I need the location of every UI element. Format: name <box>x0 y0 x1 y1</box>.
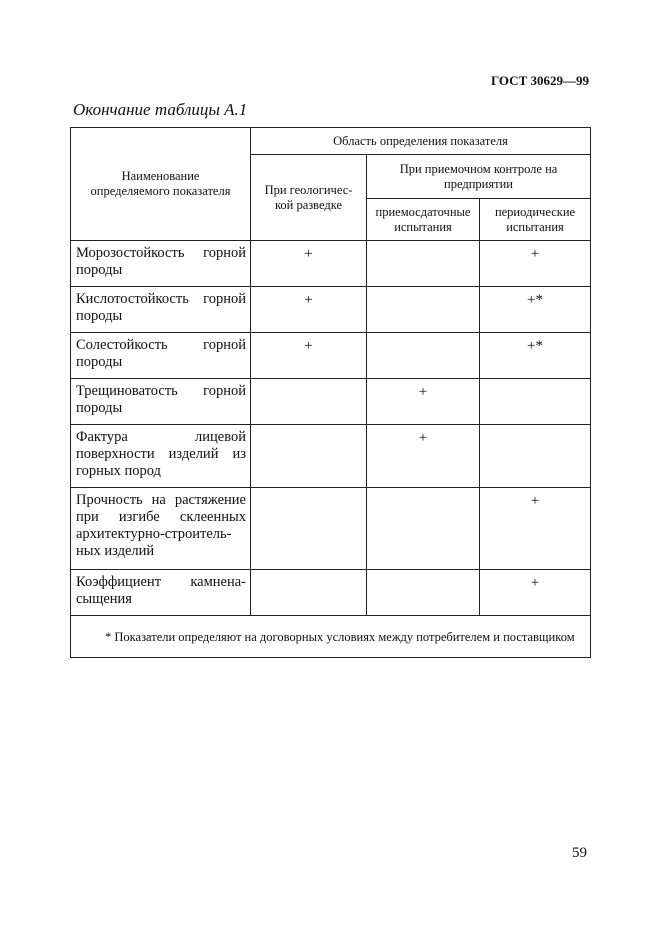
table-row <box>71 488 591 570</box>
row-periodic-mark <box>480 379 591 425</box>
row-geo-mark: + <box>251 333 367 379</box>
row-geo-mark <box>251 379 367 425</box>
row-indicator-name: Прочность на растяжение при изгибе склеенных архитектурно-строитель-ных изделий <box>71 488 251 570</box>
row-acceptance-mark: + <box>367 379 480 425</box>
table-row <box>71 333 591 379</box>
page-number: 59 <box>572 845 587 861</box>
header-scope: Область определения показателя <box>251 128 591 155</box>
row-periodic-mark: +* <box>480 333 591 379</box>
row-indicator-name: Солестойкость горной породы <box>71 333 251 379</box>
row-geo-mark: + <box>251 241 367 287</box>
row-periodic-mark: + <box>480 488 591 570</box>
indicator-table <box>70 127 591 658</box>
table-row <box>71 570 591 616</box>
row-geo-mark <box>251 488 367 570</box>
row-periodic-mark: +* <box>480 287 591 333</box>
row-indicator-name: Коэффициент камнена-сыщения <box>71 570 251 616</box>
row-periodic-mark <box>480 425 591 488</box>
header-acceptance-tests: приемосдаточные испытания <box>367 199 480 241</box>
header-periodic-tests: периодические испытания <box>480 199 591 241</box>
header-geological-survey: При геологичес-кой разведке <box>251 155 367 241</box>
row-geo-mark <box>251 425 367 488</box>
table-row <box>71 379 591 425</box>
row-acceptance-mark <box>367 488 480 570</box>
row-periodic-mark: + <box>480 570 591 616</box>
row-periodic-mark: + <box>480 241 591 287</box>
document-code: ГОСТ 30629—99 <box>490 73 589 88</box>
row-indicator-name: Трещиноватость горной породы <box>71 379 251 425</box>
row-geo-mark: + <box>251 287 367 333</box>
table-row <box>71 425 591 488</box>
footnote-text: * Показатели определяют на договорных условиях между потребителем и поставщиком <box>105 629 575 644</box>
row-acceptance-mark <box>367 570 480 616</box>
header-indicator-name: Наименование определяемого показателя <box>71 128 251 241</box>
row-indicator-name: Кислотостойкость горной породы <box>71 287 251 333</box>
row-indicator-name: Фактура лицевой поверхности изделий из горных пород <box>71 425 251 488</box>
row-acceptance-mark: + <box>367 425 480 488</box>
row-acceptance-mark <box>367 241 480 287</box>
table-footnote <box>71 616 591 658</box>
table-caption: Окончание таблицы А.1 <box>73 100 248 119</box>
table-row <box>71 241 591 287</box>
header-acceptance-control: При приемочном контроле на предприятии <box>367 155 591 199</box>
row-geo-mark <box>251 570 367 616</box>
row-acceptance-mark <box>367 333 480 379</box>
table-row <box>71 287 591 333</box>
row-acceptance-mark <box>367 287 480 333</box>
row-indicator-name: Морозостойкость горной породы <box>71 241 251 287</box>
